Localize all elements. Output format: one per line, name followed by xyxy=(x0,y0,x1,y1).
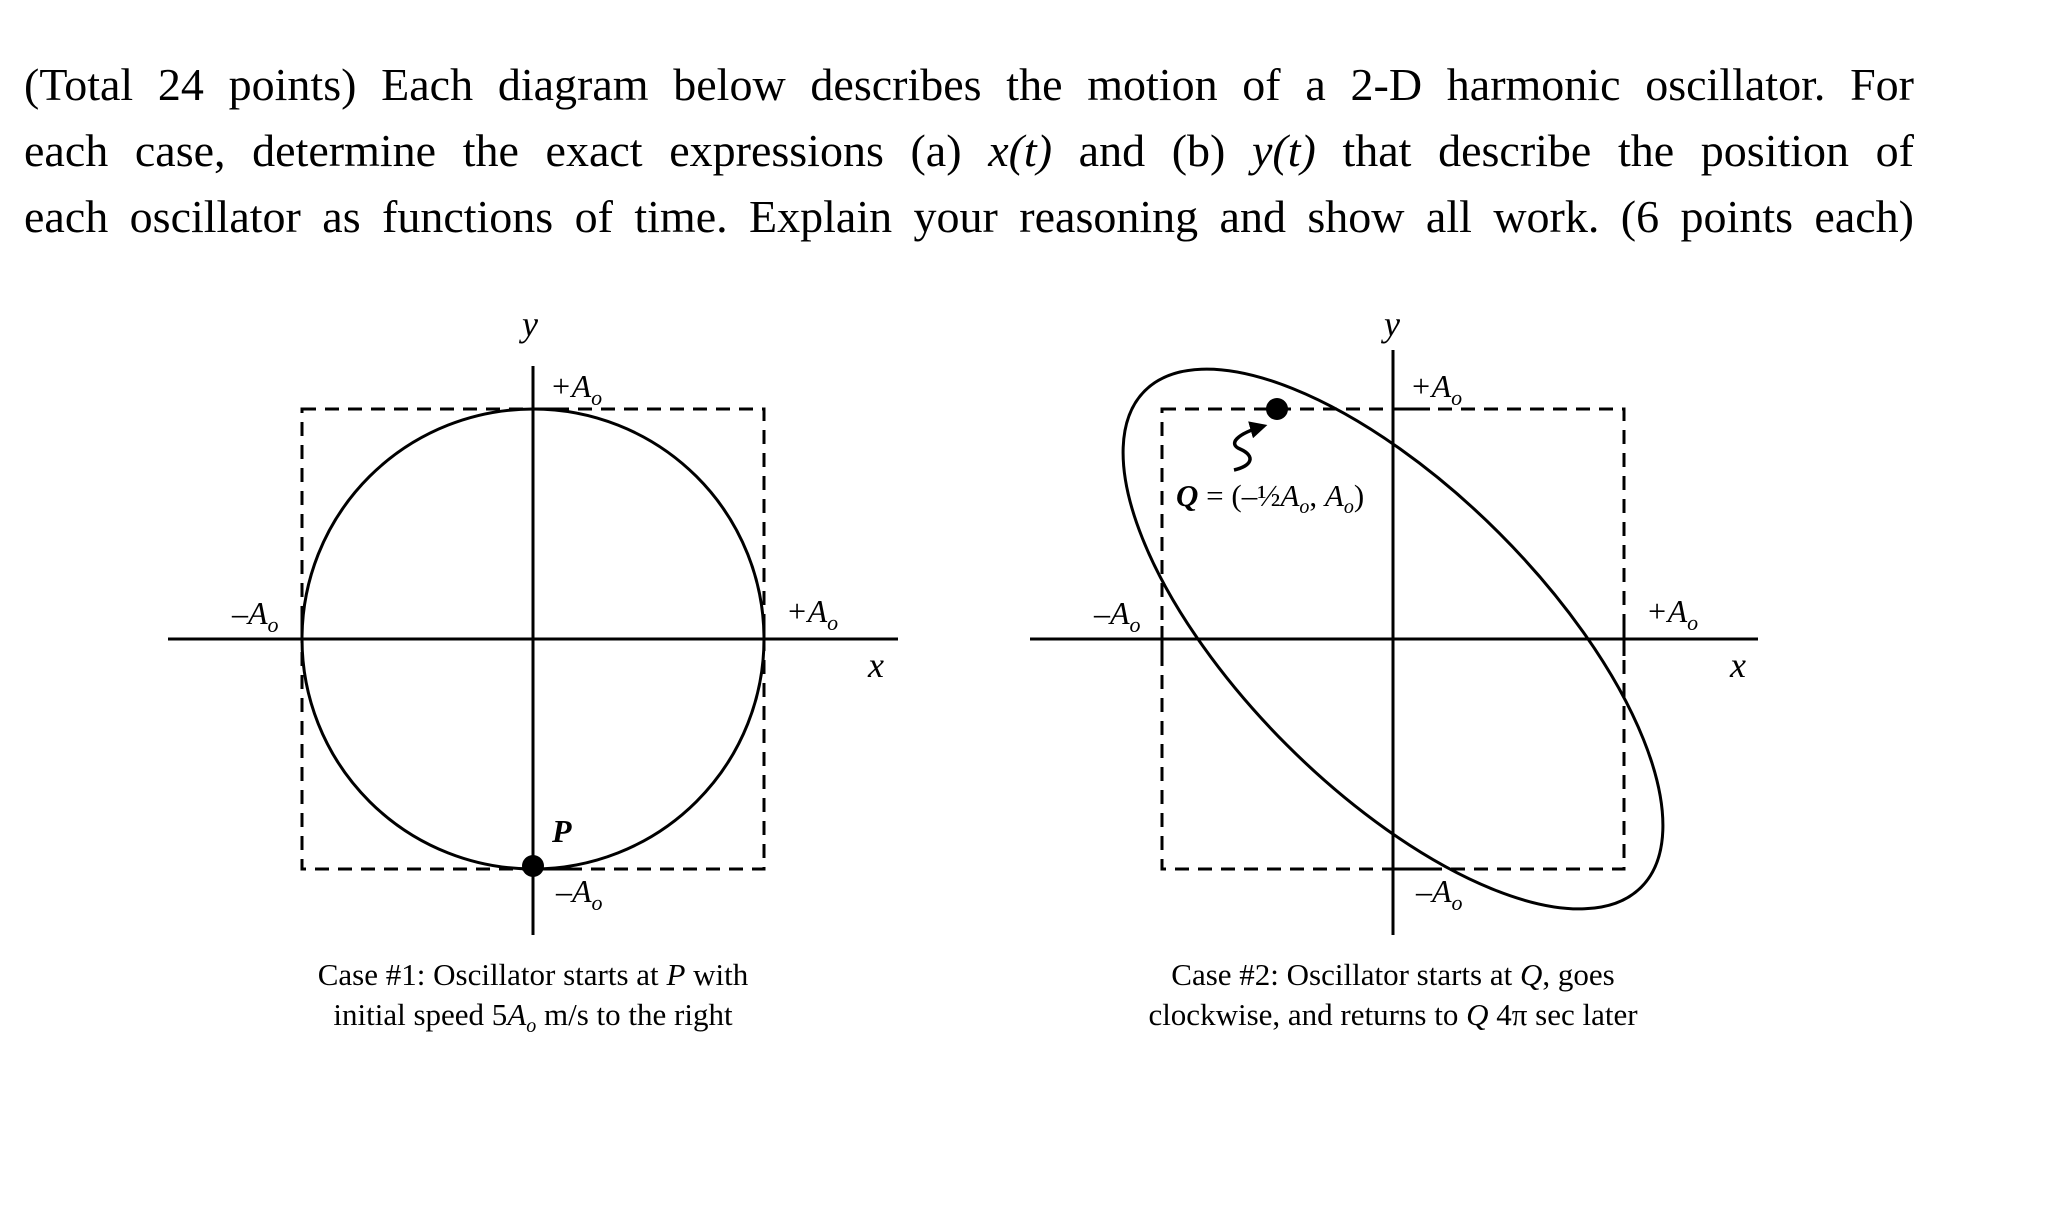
case2-label-top: $+A_o$ xyxy=(1410,368,1463,410)
case2-label-left: $-A_o$ xyxy=(1094,595,1141,637)
case1-caption xyxy=(223,955,843,1046)
case1-label-right: $+A_o$ xyxy=(786,593,839,635)
case2-caption-text-c: clockwise, and returns to xyxy=(1148,997,1467,1032)
problem-line-3: each oscillator as functions of time. Explain your reasoning and show all work. (6 points each) xyxy=(24,191,1914,242)
case2-label-right: $+A_o$ xyxy=(1646,593,1699,635)
case1-x-axis-label: x xyxy=(868,645,884,685)
x-of-t: x(t) xyxy=(988,125,1053,176)
case2-y-axis-label: y xyxy=(1384,304,1400,344)
case1-caption-text-a: Case #1: Oscillator starts at xyxy=(317,957,667,992)
case2-x-axis-label: x xyxy=(1730,645,1746,685)
problem-line-1: (Total 24 points) Each diagram below describes the motion of a 2-D harmonic oscillator. For xyxy=(24,59,1914,110)
case1-label-top: $+A_o$ xyxy=(550,368,603,410)
case1-caption-p: P xyxy=(666,957,686,992)
case2-caption-q: Q xyxy=(1519,957,1543,992)
problem-line-2-part-a: each case, determine the exact expressions (a) xyxy=(24,125,989,176)
case1-caption-subscript: o xyxy=(526,1015,537,1038)
case1-caption-text-c: initial speed 5 xyxy=(333,997,508,1032)
case2-caption xyxy=(1083,955,1703,1035)
case2-caption-line-1 xyxy=(1083,955,1703,995)
case1-label-bottom: $-A_o$ xyxy=(556,873,603,915)
case2-diagram xyxy=(1030,285,1758,994)
case2-caption-line-2 xyxy=(1083,995,1703,1035)
case1-caption-line-2 xyxy=(223,995,843,1046)
case1-point-p-label: P xyxy=(552,813,572,849)
case2-caption-text-b: , goes xyxy=(1542,957,1615,992)
case1-point-p xyxy=(522,855,544,877)
problem-line-2-part-c: that describe the position of xyxy=(1315,125,1915,176)
case2-direction-arrow xyxy=(1234,426,1264,470)
case1-caption-line-1 xyxy=(223,955,843,995)
case1-y-axis-label: y xyxy=(522,304,538,344)
case1-caption-text-b: with xyxy=(685,957,749,992)
case2-caption-q2: Q xyxy=(1466,997,1489,1032)
case1-caption-amplitude: A xyxy=(507,997,527,1032)
case2-label-bottom: $-A_o$ xyxy=(1416,873,1463,915)
case2-caption-text-a: Case #2: Oscillator starts at xyxy=(1171,957,1520,992)
y-of-t: y(t) xyxy=(1252,125,1316,176)
case1-label-left: $-A_o$ xyxy=(232,595,279,637)
problem-line-2-part-b: and (b) xyxy=(1052,125,1252,176)
case2-point-q-label: $Q = (-\frac{1}{2}A_o$, $A_o$) xyxy=(1176,478,1365,518)
case2-caption-text-d: 4π sec later xyxy=(1488,997,1638,1032)
case1-diagram xyxy=(168,304,898,935)
case2-point-q xyxy=(1266,398,1288,420)
case1-caption-text-d: m/s to the right xyxy=(536,997,733,1032)
